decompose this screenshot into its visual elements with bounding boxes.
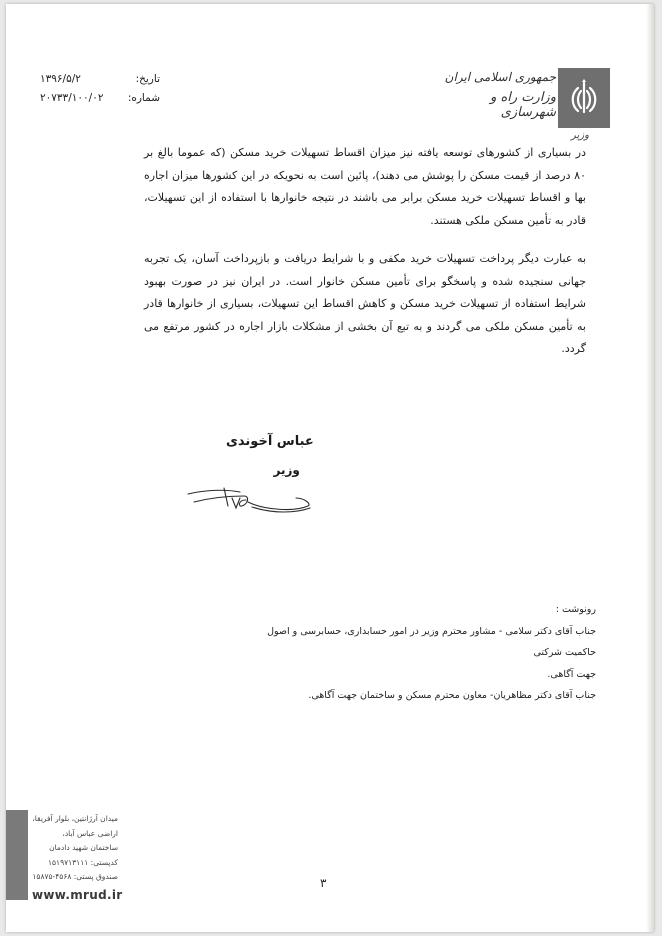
page-number: ۳: [320, 876, 327, 890]
page-edge-shadow: [646, 4, 654, 932]
number-value: ۲۰۷۳۳/۱۰۰/۰۲: [40, 92, 104, 104]
cc-line: جهت آگاهی.: [547, 668, 596, 680]
body-paragraph: به عبارت دیگر پرداخت تسهیلات خرید مکفی و با شرایط دریافت و بازپرداخت آسان، یک تجربه جهانی سنجیده شده و پاسخگو برای تأمین مسکن خانوار است. در ایران نیز در صورت بهبود شرایط استفاده از تسهیلات خرید مسکن و کاهش اقساط این تسهیلات، بسیاری از خانوارها قادر به تأمین مسکن ملکی می گردند و به تبع آن بخشی از مشکلات بازار اجاره در کشور مرتفع می گردد.: [144, 252, 586, 355]
address-line: صندوق پستی: ۴۵۶۸-۱۵۸۷۵: [32, 872, 118, 881]
cc-heading: رونوشت :: [555, 604, 596, 615]
letter-page: [6, 4, 654, 932]
address-line: میدان آرژانتین، بلوار آفریقا،: [32, 814, 118, 823]
cc-block: [244, 599, 596, 707]
signer-name: عباس آخوندی: [226, 434, 314, 449]
date-value: ۱۳۹۶/۵/۲: [40, 73, 81, 85]
emblem-icon: [566, 78, 602, 118]
body-paragraph: در بسیاری از کشورهای توسعه یافته نیز میزان اقساط تسهیلات خرید مسکن (که عموما بالغ بر ۸۰ درصد از قیمت مسکن را پوشش می دهند)، پائین است به نحویکه در این کشورها میزان اجاره بها و اقساط تسهیلات خرید مسکن برابر می باشند در نتیجه خانوارها با استفاده از این تسهیلات، قادر به تأمین مسکن ملکی هستند.: [144, 146, 586, 227]
footer-color-bar: [6, 810, 28, 900]
cc-line: جناب آقای دکتر سلامی - مشاور محترم وزیر در امور حسابداری، حسابرسی و اصول حاکمیت شرکتی: [267, 625, 596, 658]
iran-emblem: [558, 68, 610, 128]
office-label: وزیر: [571, 130, 589, 141]
footer-address: [32, 812, 118, 885]
ministry-line2: وزارت راه و شهرسازی: [490, 90, 556, 120]
signer-block: [226, 434, 314, 477]
address-line: ساختمان شهید دادمان: [49, 843, 118, 852]
letter-meta: [40, 70, 160, 108]
cc-line: جناب آقای دکتر مظاهریان- معاون محترم مسکن و ساختمان جهت آگاهی.: [308, 690, 596, 701]
date-row: [40, 70, 160, 89]
ministry-heading: [436, 70, 556, 120]
signer-title: وزیر: [273, 463, 300, 477]
ministry-line1: جمهوری اسلامی ایران: [444, 70, 556, 84]
number-row: [40, 89, 160, 108]
address-line: کدپستی: ۱۵۱۹۷۱۳۱۱۱: [47, 857, 118, 867]
website-text: www.mrud.ir: [32, 888, 123, 902]
date-label: تاریخ:: [135, 73, 160, 85]
letter-body: [144, 142, 586, 377]
handwritten-signature: [184, 480, 314, 516]
number-label: شماره:: [127, 92, 160, 104]
address-line: اراضی عباس آباد،: [62, 828, 118, 838]
